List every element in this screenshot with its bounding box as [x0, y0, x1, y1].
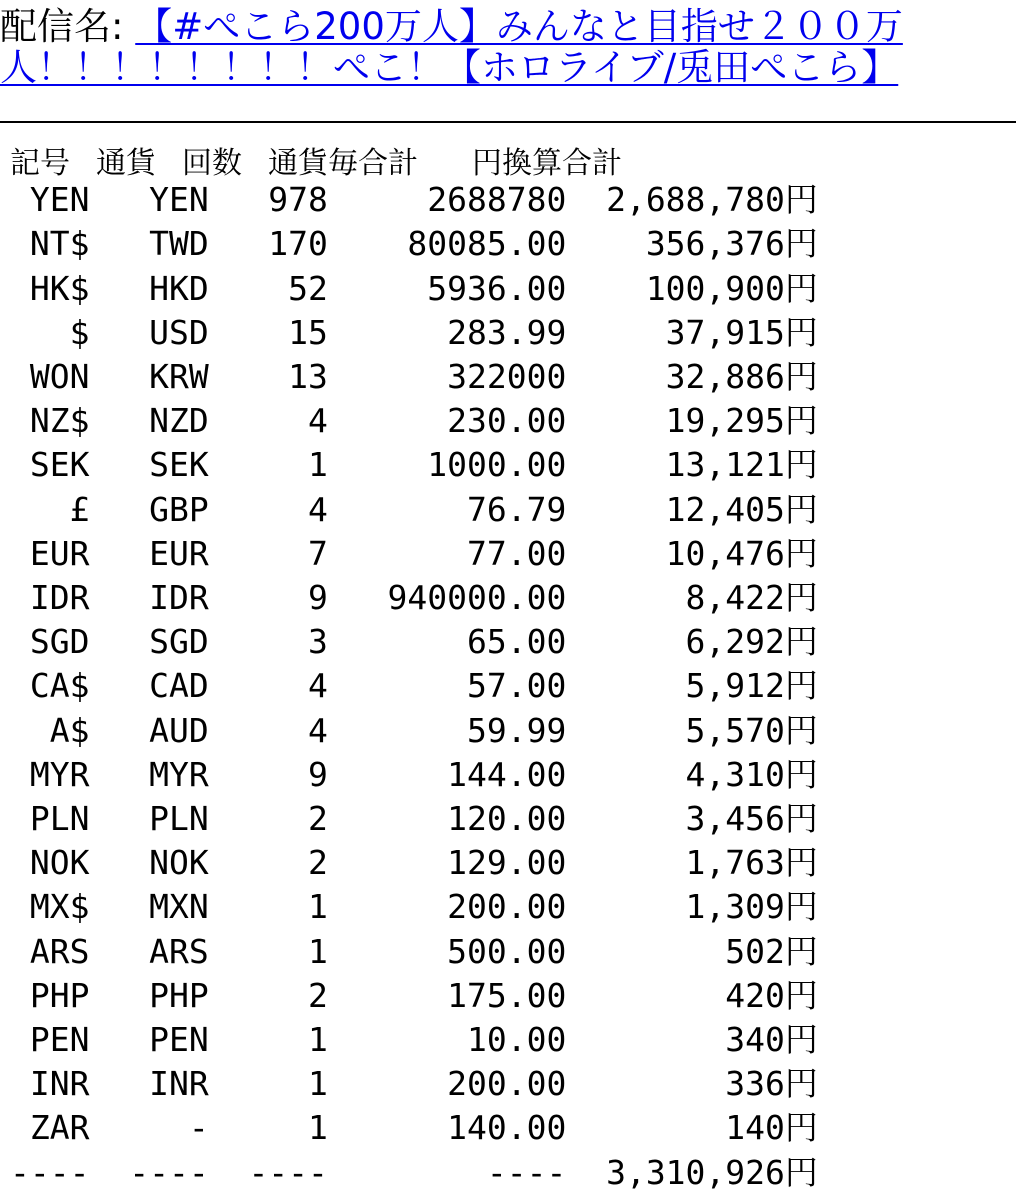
table-row	[10, 755, 818, 794]
table-cell: NOK	[89, 843, 209, 883]
table-cell: KRW	[89, 357, 209, 397]
table-cell: 283.99	[327, 312, 567, 352]
table-cell: 65.00	[327, 622, 567, 662]
table-row	[10, 357, 818, 396]
table-cell: IDR	[10, 578, 90, 618]
table-header-cell: 記号	[10, 146, 70, 181]
table-row	[10, 1020, 818, 1059]
table-cell: 144.00	[327, 754, 567, 794]
table-footer	[10, 1153, 818, 1192]
table-cell: 170	[208, 224, 328, 264]
table-cell: 336円	[566, 1064, 818, 1104]
table-cell: 4	[208, 489, 328, 529]
table-cell: YEN	[89, 180, 209, 220]
table-cell: MYR	[89, 754, 209, 794]
table-cell: 500.00	[327, 931, 567, 971]
table-cell: PHP	[89, 975, 209, 1015]
table-cell: 100,900円	[566, 268, 818, 308]
table-cell: HK$	[10, 268, 90, 308]
table-cell: 12,405円	[566, 489, 818, 529]
table-cell: IDR	[89, 578, 209, 618]
table-cell: 13,121円	[566, 445, 818, 485]
table-cell: 129.00	[327, 843, 567, 883]
table-cell: 9	[208, 578, 328, 618]
table-cell: 340円	[566, 1020, 818, 1060]
table-cell: ARS	[10, 931, 90, 971]
divider	[0, 121, 1016, 123]
table-cell: 940000.00	[327, 578, 567, 618]
table-cell: 3	[208, 622, 328, 662]
table-cell: 80085.00	[327, 224, 567, 264]
table-row	[10, 534, 818, 573]
table-cell: GBP	[89, 489, 209, 529]
table-row	[10, 932, 818, 971]
table-cell: YEN	[10, 180, 90, 220]
table-cell: 322000	[327, 357, 567, 397]
currency-table	[10, 134, 818, 1195]
table-cell: 200.00	[327, 1064, 567, 1104]
table-cell: 3,456円	[566, 799, 818, 839]
table-cell: 120.00	[327, 799, 567, 839]
table-cell: 175.00	[327, 975, 567, 1015]
table-cell: WON	[10, 357, 90, 397]
table-cell: 200.00	[327, 887, 567, 927]
table-cell: 9	[208, 754, 328, 794]
table-cell: NZ$	[10, 401, 90, 441]
table-cell: 2688780	[327, 180, 567, 220]
table-cell: 1	[208, 1064, 328, 1104]
table-cell: -	[89, 1108, 209, 1148]
table-cell: £	[10, 489, 90, 529]
table-row	[10, 313, 818, 352]
table-header-cell: 通貨	[96, 146, 156, 181]
table-cell: INR	[10, 1064, 90, 1104]
table-cell: 230.00	[327, 401, 567, 441]
table-row	[10, 799, 818, 838]
table-row	[10, 1108, 818, 1147]
table-cell: 59.99	[327, 710, 567, 750]
table-cell: 2	[208, 799, 328, 839]
table-cell: PLN	[10, 799, 90, 839]
table-cell: 4	[208, 666, 328, 706]
table-cell: SGD	[10, 622, 90, 662]
table-header-cell: 回数	[182, 146, 242, 181]
table-cell: USD	[89, 312, 209, 352]
table-cell: PEN	[10, 1020, 90, 1060]
table-cell: 140.00	[327, 1108, 567, 1148]
table-cell: ARS	[89, 931, 209, 971]
table-cell: NZD	[89, 401, 209, 441]
table-cell: 2	[208, 843, 328, 883]
table-cell: PEN	[89, 1020, 209, 1060]
table-cell: 1	[208, 931, 328, 971]
table-cell: 2	[208, 975, 328, 1015]
table-cell: 1000.00	[327, 445, 567, 485]
table-cell: 37,915円	[566, 312, 818, 352]
table-cell: NT$	[10, 224, 90, 264]
table-cell: 52	[208, 268, 328, 308]
table-cell: SEK	[89, 445, 209, 485]
table-cell: TWD	[89, 224, 209, 264]
table-row	[10, 445, 818, 484]
table-cell: 5,570円	[566, 710, 818, 750]
table-cell: 77.00	[327, 533, 567, 573]
table-cell: SGD	[89, 622, 209, 662]
table-cell: 502円	[566, 931, 818, 971]
table-cell: 1,309円	[566, 887, 818, 927]
table-cell: 5936.00	[327, 268, 567, 308]
table-cell: 3,310,926円	[566, 1152, 818, 1192]
table-cell: 978	[208, 180, 328, 220]
table-cell: 15	[208, 312, 328, 352]
table-cell: 10.00	[327, 1020, 567, 1060]
table-cell: 76.79	[327, 489, 567, 529]
table-cell: 1	[208, 1108, 328, 1148]
table-cell: 4,310円	[566, 754, 818, 794]
table-cell: EUR	[10, 533, 90, 573]
table-header-cell: 円換算合計	[472, 146, 622, 181]
table-cell: PLN	[89, 799, 209, 839]
table-cell: ----	[327, 1152, 567, 1192]
table-row	[10, 180, 818, 219]
table-row	[10, 622, 818, 661]
table-cell: 140円	[566, 1108, 818, 1148]
table-cell: 1	[208, 887, 328, 927]
table-cell: 1	[208, 445, 328, 485]
table-row	[10, 1064, 818, 1103]
table-cell: 8,422円	[566, 578, 818, 618]
table-cell: 420円	[566, 975, 818, 1015]
table-cell: INR	[89, 1064, 209, 1104]
stream-label: 配信名:	[0, 5, 136, 48]
table-row	[10, 578, 818, 617]
table-cell: PHP	[10, 975, 90, 1015]
table-row	[10, 666, 818, 705]
table-cell: 4	[208, 710, 328, 750]
table-row	[10, 490, 818, 529]
table-row	[10, 976, 818, 1015]
table-cell: 1,763円	[566, 843, 818, 883]
table-cell: 6,292円	[566, 622, 818, 662]
table-cell: $	[10, 312, 90, 352]
table-cell: CA$	[10, 666, 90, 706]
table-cell: 32,886円	[566, 357, 818, 397]
table-cell: ----	[208, 1152, 328, 1192]
table-cell: MYR	[10, 754, 90, 794]
table-cell: ----	[10, 1152, 90, 1192]
stream-title-block	[0, 6, 1016, 88]
table-cell: CAD	[89, 666, 209, 706]
table-cell: AUD	[89, 710, 209, 750]
table-row	[10, 269, 818, 308]
table-cell: EUR	[89, 533, 209, 573]
table-cell: 2,688,780円	[566, 180, 818, 220]
table-cell: SEK	[10, 445, 90, 485]
table-cell: 356,376円	[566, 224, 818, 264]
table-cell: NOK	[10, 843, 90, 883]
table-cell: 57.00	[327, 666, 567, 706]
table-cell: MXN	[89, 887, 209, 927]
table-cell: 19,295円	[566, 401, 818, 441]
table-row	[10, 843, 818, 882]
table-cell: 4	[208, 401, 328, 441]
table-row	[10, 224, 818, 263]
table-cell: ZAR	[10, 1108, 90, 1148]
table-cell: 10,476円	[566, 533, 818, 573]
table-row	[10, 401, 818, 440]
table-row	[10, 711, 818, 750]
table-cell: 7	[208, 533, 328, 573]
stream-title-link[interactable]: 【#ぺこら200万人】みんなと目指せ２００万人！！！！！！！！ぺこ！【ホロライブ/兎田ぺこら】	[0, 5, 903, 89]
table-cell: ----	[89, 1152, 209, 1192]
table-cell: A$	[10, 710, 90, 750]
table-cell: HKD	[89, 268, 209, 308]
table-cell: MX$	[10, 887, 90, 927]
table-cell: 1	[208, 1020, 328, 1060]
table-cell: 13	[208, 357, 328, 397]
table-cell: 5,912円	[566, 666, 818, 706]
table-row	[10, 887, 818, 926]
table-header-cell: 通貨毎合計	[268, 146, 418, 181]
